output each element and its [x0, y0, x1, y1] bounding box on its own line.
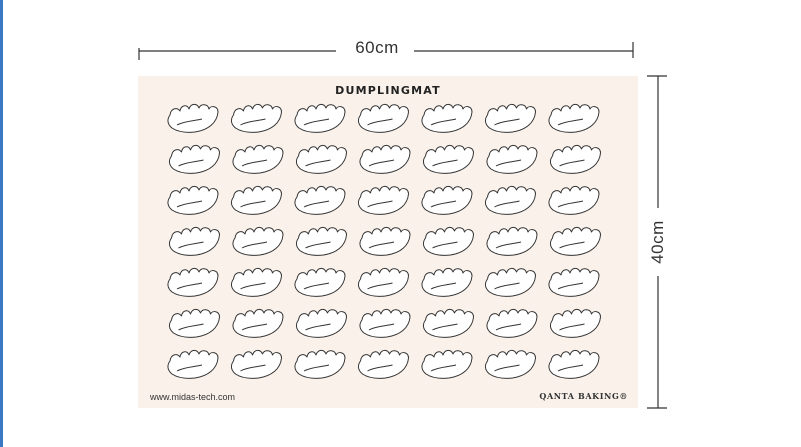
dumpling-outline-icon: [423, 145, 473, 173]
dumpling-outline-icon: [168, 350, 218, 378]
dumpling-outline-icon: [358, 104, 408, 132]
dumpling-outline-icon: [487, 145, 537, 173]
dumpling-outline-icon: [296, 227, 346, 255]
width-label: 60cm: [355, 38, 399, 57]
dumpling-grid: [138, 76, 638, 408]
dumpling-outline-icon: [487, 227, 537, 255]
dumpling-outline-icon: [296, 309, 346, 337]
dumpling-outline-icon: [231, 186, 281, 214]
dumpling-outline-icon: [422, 186, 472, 214]
dumpling-mat: [138, 76, 638, 408]
dumpling-outline-icon: [169, 227, 219, 255]
dumpling-outline-icon: [168, 186, 218, 214]
dumpling-outline-icon: [360, 309, 410, 337]
dumpling-outline-icon: [422, 104, 472, 132]
dumpling-outline-icon: [358, 268, 408, 296]
dumpling-outline-icon: [233, 309, 283, 337]
dumpling-outline-icon: [422, 268, 472, 296]
dumpling-outline-icon: [549, 186, 599, 214]
dumpling-outline-icon: [360, 145, 410, 173]
dumpling-outline-icon: [169, 145, 219, 173]
dumpling-outline-icon: [360, 227, 410, 255]
dumpling-outline-icon: [550, 309, 600, 337]
dumpling-outline-icon: [295, 186, 345, 214]
mat-title: DUMPLINGMAT: [335, 84, 441, 97]
dumpling-outline-icon: [485, 104, 535, 132]
dumpling-outline-icon: [358, 186, 408, 214]
height-label: 40cm: [648, 220, 667, 264]
dumpling-outline-icon: [423, 309, 473, 337]
dumpling-outline-icon: [422, 350, 472, 378]
dumpling-outline-icon: [233, 227, 283, 255]
dumpling-outline-icon: [550, 145, 600, 173]
dumpling-outline-icon: [231, 268, 281, 296]
dumpling-outline-icon: [549, 350, 599, 378]
website-text: www.midas-tech.com: [150, 392, 236, 402]
brand-logo-text: QANTA BAKING®: [539, 391, 628, 401]
dumpling-outline-icon: [485, 350, 535, 378]
dumpling-outline-icon: [549, 268, 599, 296]
dumpling-outline-icon: [295, 350, 345, 378]
dumpling-outline-icon: [487, 309, 537, 337]
dumpling-outline-icon: [168, 104, 218, 132]
dumpling-outline-icon: [231, 104, 281, 132]
dumpling-outline-icon: [358, 350, 408, 378]
dumpling-outline-icon: [168, 268, 218, 296]
dumpling-outline-icon: [233, 145, 283, 173]
dumpling-outline-icon: [169, 309, 219, 337]
dumpling-outline-icon: [295, 104, 345, 132]
dumpling-outline-icon: [550, 227, 600, 255]
dumpling-outline-icon: [423, 227, 473, 255]
dumpling-outline-icon: [231, 350, 281, 378]
dumpling-outline-icon: [295, 268, 345, 296]
dumpling-outline-icon: [485, 186, 535, 214]
dumpling-outline-icon: [549, 104, 599, 132]
dumpling-outline-icon: [485, 268, 535, 296]
dumpling-outline-icon: [296, 145, 346, 173]
